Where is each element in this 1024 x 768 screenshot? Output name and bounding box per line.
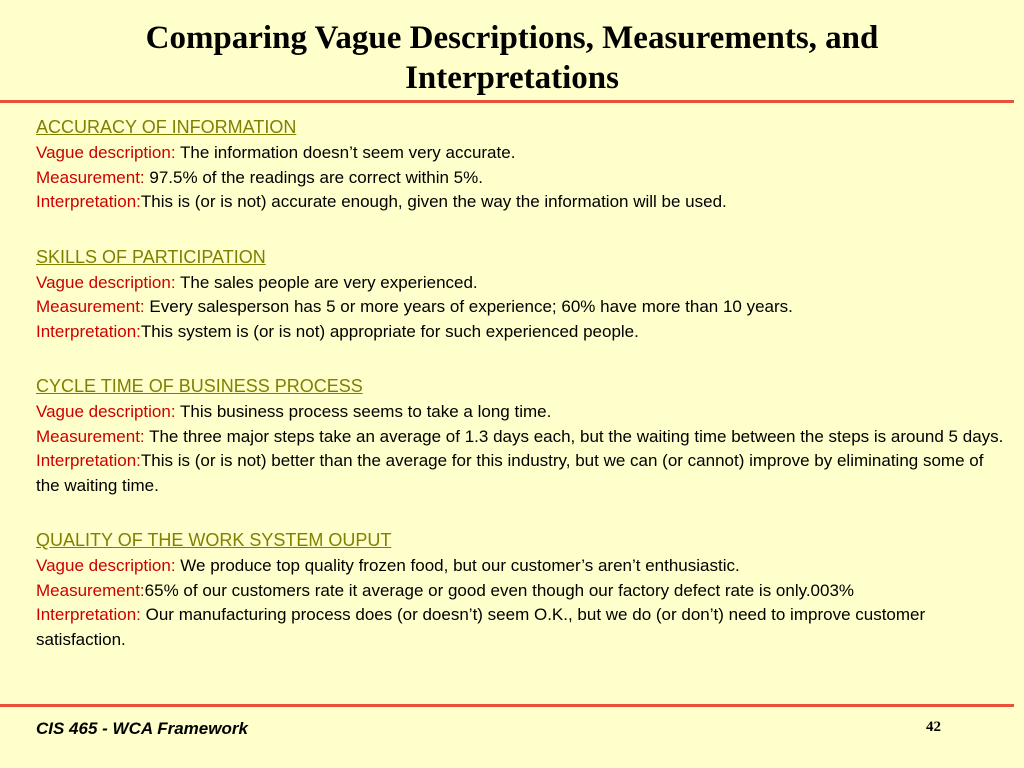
interpretation-row <box>36 449 1006 498</box>
vague-description-row <box>36 554 1006 579</box>
section-heading: SKILLS OF PARTICIPATION <box>36 246 266 267</box>
vague-description-text: This business process seems to take a long time. <box>175 402 552 421</box>
interpretation-label: Interpretation: <box>36 321 141 341</box>
interpretation-label: Interpretation: <box>36 605 141 624</box>
slide-title-line-1: Comparing Vague Descriptions, Measurements, and <box>145 20 879 56</box>
slide-title-line-2: Interpretations <box>405 60 619 96</box>
vague-description-label: Vague description: <box>36 143 176 162</box>
vague-description-row <box>36 141 1006 166</box>
interpretation-text: Our manufacturing process does (or doesn’t) seem O.K., but we do (or don’t) need to improve customer satisfaction. <box>36 605 926 649</box>
measurement-label: Measurement: <box>36 167 145 187</box>
measurement-text: 65% of our customers rate it average or good even though our factory defect rate is only.003% <box>144 580 855 600</box>
measurement-text: Every salesperson has 5 or more years of experience; 60% have more than 10 years. <box>144 297 793 316</box>
vague-description-row <box>36 400 1006 425</box>
measurement-text: The three major steps take an average of 1.3 days each, but the waiting time between the steps is around 5 days. <box>144 426 1004 446</box>
vague-description-label: Vague description: <box>36 556 176 575</box>
section-cycle-time-of-business-process <box>36 373 1006 498</box>
section-skills-of-participation <box>36 244 1006 345</box>
measurement-row <box>36 425 1006 450</box>
vague-description-text: The sales people are very experienced. <box>175 272 478 292</box>
measurement-label: Measurement: <box>36 426 145 446</box>
section-quality-of-work-system-output <box>36 527 1006 652</box>
vague-description-row <box>36 271 1006 296</box>
measurement-row <box>36 579 1006 604</box>
slide-body <box>36 114 1006 652</box>
vague-description-label: Vague description: <box>36 402 176 421</box>
measurement-label: Measurement: <box>36 580 145 600</box>
slide-number: 42 <box>926 719 941 735</box>
vague-description-text: The information doesn’t seem very accurate. <box>175 143 516 162</box>
footer-course-label: CIS 465 - WCA Framework <box>36 719 248 738</box>
vague-description-text: We produce top quality frozen food, but our customer’s aren’t enthusiastic. <box>175 556 740 575</box>
section-heading: ACCURACY OF INFORMATION <box>36 117 297 137</box>
top-divider <box>0 100 1014 103</box>
interpretation-row <box>36 320 1006 345</box>
section-heading: CYCLE TIME OF BUSINESS PROCESS <box>36 376 363 396</box>
interpretation-row <box>36 603 1006 652</box>
interpretation-label: Interpretation: <box>36 451 141 470</box>
slide-title <box>0 18 1024 98</box>
interpretation-text: This is (or is not) better than the average for this industry, but we can (or cannot) improve by eliminating some of the waiting time. <box>36 451 984 495</box>
measurement-label: Measurement: <box>36 297 145 316</box>
measurement-row <box>36 166 1006 191</box>
section-heading: QUALITY OF THE WORK SYSTEM OUPUT <box>36 530 392 550</box>
interpretation-label: Interpretation: <box>36 192 141 211</box>
bottom-divider <box>0 704 1014 707</box>
measurement-row <box>36 295 1006 320</box>
measurement-text: 97.5% of the readings are correct within 5%. <box>144 167 483 187</box>
interpretation-row <box>36 190 1006 215</box>
vague-description-label: Vague description: <box>36 272 176 292</box>
interpretation-text: This is (or is not) accurate enough, given the way the information will be used. <box>140 192 727 211</box>
section-accuracy-of-information <box>36 114 1006 215</box>
interpretation-text: This system is (or is not) appropriate for such experienced people. <box>140 321 639 341</box>
